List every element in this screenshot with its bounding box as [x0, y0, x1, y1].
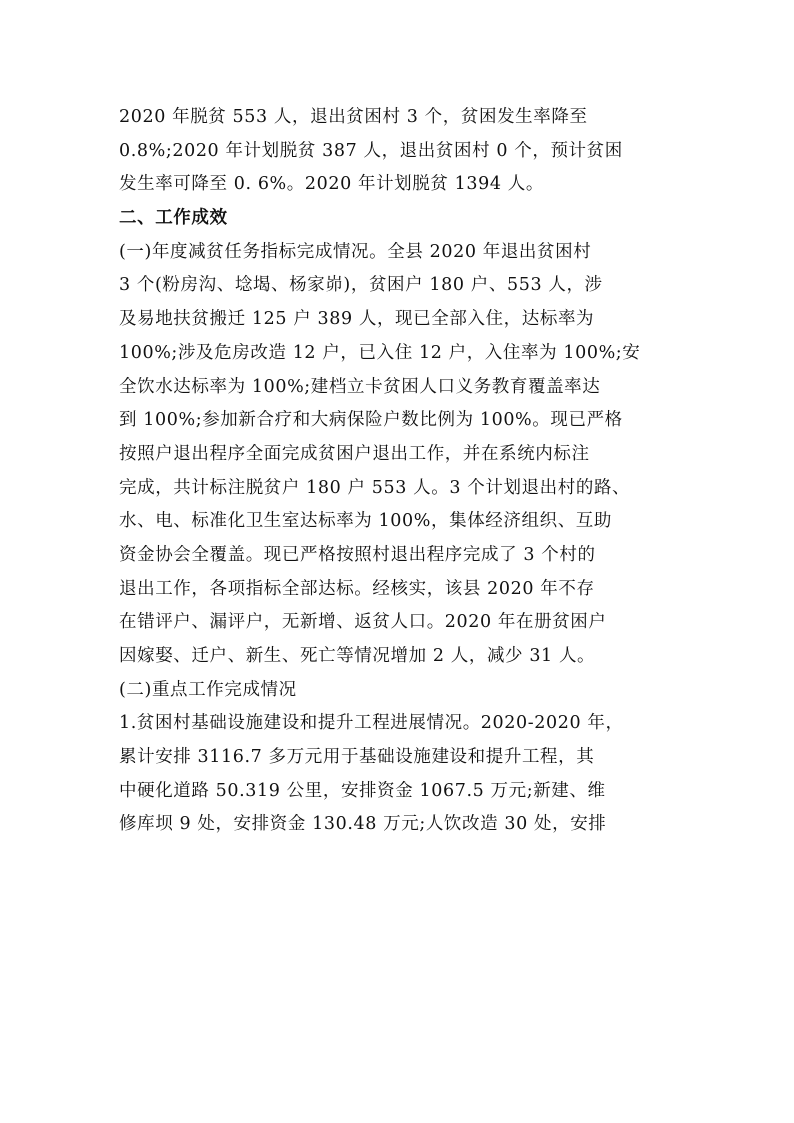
- text-line: 及易地扶贫搬迁 125 户 389 人，现已全部入住，达标率为: [119, 309, 595, 330]
- section-heading: 二、工作成效: [119, 208, 228, 229]
- text-line: 0.8%;2020 年计划脱贫 387 人，退出贫困村 0 个，预计贫困: [119, 140, 623, 161]
- text-line: 完成，共计标注脱贫户 180 户 553 人。3 个计划退出村的路、: [119, 477, 631, 498]
- text-line: 退出工作，各项指标全部达标。经核实，该县 2020 年不存: [119, 578, 595, 599]
- document-body: [119, 101, 681, 842]
- text-line: 3 个(粉房沟、埝堨、杨家峁)，贫困户 180 户、553 人，涉: [119, 275, 603, 296]
- text-line: 累计安排 3116.7 多万元用于基础设施建设和提升工程，其: [119, 747, 595, 768]
- subsection-heading: (二)重点工作完成情况: [119, 679, 297, 700]
- text-line: 修库坝 9 处，安排资金 130.48 万元;人饮改造 30 处，安排: [119, 814, 607, 835]
- text-line: (一)年度减贫任务指标完成情况。全县 2020 年退出贫困村: [119, 241, 592, 262]
- text-line: 资金协会全覆盖。现已严格按照村退出程序完成了 3 个村的: [119, 544, 596, 565]
- text-line: 到 100%;参加新合疗和大病保险户数比例为 100%。现已严格: [119, 410, 623, 431]
- text-line: 1.贫困村基础设施建设和提升工程进展情况。2020-2020 年，: [119, 713, 624, 734]
- text-line: 在错评户、漏评户，无新增、返贫人口。2020 年在册贫困户: [119, 612, 607, 633]
- text-line: 100%;涉及危房改造 12 户，已入住 12 户，入住率为 100%;安: [119, 342, 641, 363]
- text-line: 中硬化道路 50.319 公里，安排资金 1067.5 万元;新建、维: [119, 780, 606, 801]
- text-line: 按照户退出程序全面完成贫困户退出工作，并在系统内标注: [119, 443, 590, 464]
- text-line: 水、电、标准化卫生室达标率为 100%，集体经济组织、互助: [119, 511, 612, 532]
- text-line: 因嫁娶、迁户、新生、死亡等情况增加 2 人，减少 31 人。: [119, 646, 596, 666]
- text-line: 全饮水达标率为 100%;建档立卡贫困人口义务教育覆盖率达: [119, 376, 601, 397]
- text-line: 发生率可降至 0. 6%。2020 年计划脱贫 1394 人。: [119, 174, 544, 195]
- text-line: 2020 年脱贫 553 人，退出贫困村 3 个，贫困发生率降至: [119, 107, 588, 127]
